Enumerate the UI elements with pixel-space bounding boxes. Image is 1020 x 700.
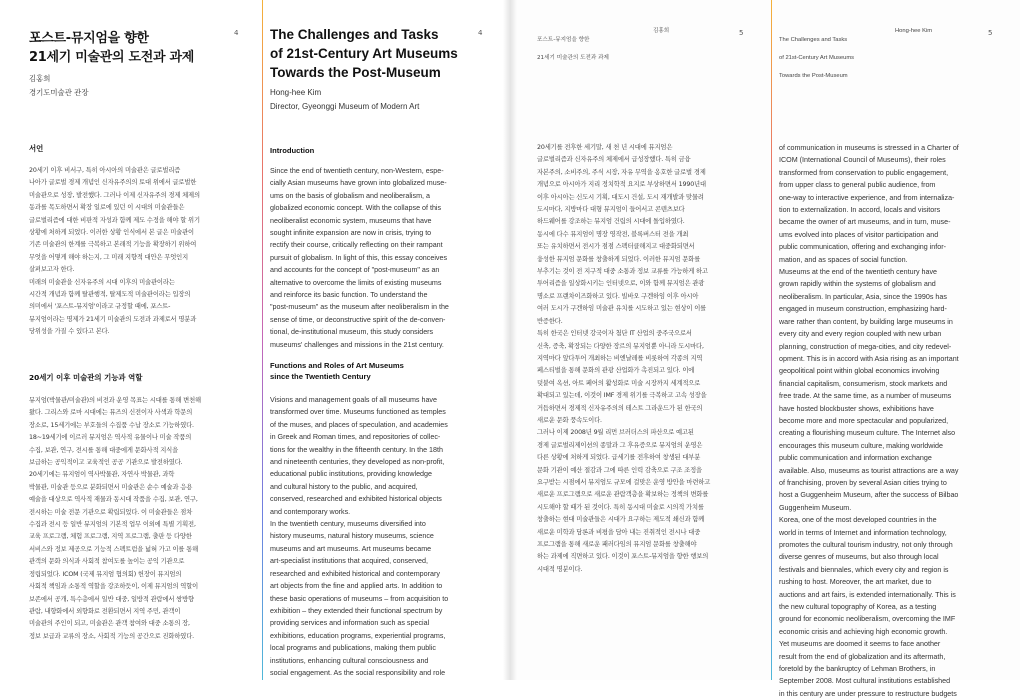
korean-running-header-line1: 포스트-뮤지엄을 향한 [537, 37, 590, 43]
korean-section-heading-intro: 서언 [29, 144, 44, 153]
english-functions-heading-line2: since the Twentieth Century [270, 372, 371, 381]
english-author-name: Hong-hee Kim [270, 88, 322, 97]
english-running-header-line2: of 21st-Century Art Museums [779, 55, 855, 61]
korean-section-heading-functions: 20세기 이후 미술관의 기능과 역할 [29, 373, 143, 382]
korean-author-name: 김홍희 [29, 74, 51, 83]
english-section-heading-intro: Introduction [270, 146, 315, 155]
english-running-author: Hong-hee Kim [895, 28, 933, 34]
korean-running-header [537, 27, 609, 72]
english-section-heading-functions [270, 360, 404, 382]
korean-author-role: 경기도미술관 관장 [29, 88, 89, 97]
english-title-line2: of 21st-Century Art Museums [270, 46, 458, 61]
english-title-line3: Towards the Post-Museum [270, 65, 441, 80]
english-column-divider [262, 0, 263, 680]
korean-running-header-line2: 21세기 미술관의 도전과 과제 [537, 55, 609, 61]
english-running-header [779, 27, 854, 90]
english-functions-body: Visions and management goals of all museums have transformed over time. Museums functioned as temples of the muses, and places of speculation, and academies in Greek and Roman times, and repositories of collec- tions for the wealthy in the fifteenth century. In the 18th and nineteenth centuries, they developed as non-profit, educational public institutions, providing knowledge and cultural history to the public, and acquired, conserved, researched and exhibited historical objects and contemporary works. In the twentieth century, museums diversified into history museums, natural history museums, science museums and art museums. Art museums became art-specialist institutions that acquired, conserved, researched and exhibited historical and contemporary art objects from the fine and applied arts. In addition to these basic operations of museums – from acquisition to exhibition – they extended their functional spectrum by providing services and information such as special exhibitions, education programs, experiential programs, local programs and publications, making them public institutions, enhancing cultural consciousness and social engagement. As the social responsibility and role [270, 396, 449, 677]
english-functions-heading-line1: Functions and Roles of Art Museums [270, 361, 404, 370]
korean-page-number-right: 5 [739, 29, 744, 37]
right-page [510, 0, 1020, 698]
english-author [270, 86, 419, 114]
english-title [270, 25, 458, 82]
korean-title [29, 29, 194, 67]
english-continued-body: of communication in museums is stressed in a Charter of ICOM (International Council of Museums), their roles transformed from conservation to public engagement, from upper class to general public audience, from one-way to interactive experience, and from internaliza- tion to externalization. In accord, locals and visitors became the owner of art museums, and in turn, muse- ums evolved into places of visitor participation and public communication, offering and exchanging infor- mation, and as spaces of social function. Museums at the end of the twentieth century have grown rapidly within the systems of globalism and neoliberalism. In particular, Asia, since the 1990s has engaged in museum construction, emphasizing hard- ware rather than content, by building large museums in every city and every region coupled with new urban planning, construction of mega-cities, and city redevel- opment. This is in accord with Asia rising as an important geopolitical point within global economics involving financial capitalism, consumerism, stock markets and free trade. At the same time, as a number of museums have hosted blockbuster shows, exhibitions have become more and more spectacular and popularized, creating a flourishing museum culture. The Internet also encourages this museum culture, making worldwide public communication and information exchange available. Also, museums as tourist attractions are a way of franchising, proven by several Asian cities trying to host a Guggenheim Museum, after the success of Bilbao Guggenheim Museum. Korea, one of the most developed countries in the world in terms of Internet and information technology, promotes the cultural tourism industry, not only through diverse genres of museums, but also through local festivals and biennales, which every city and region is rushing to host. Moreover, the art market, due to auctions and art fairs, is extended internationally. This is the new cultural topography of Korea, as a testing ground for economic neoliberalism, overcoming the IMF economic crisis and achieving high economic growth. Yet museums are doomed it seems to face another result from the end of globalization and its aftermath, foretold by the bankruptcy of Lehman Brothers, in September 2008. Most cultural institutions established in this century are under pressure to restructure budgets [779, 144, 959, 698]
english-page-number: 4 [478, 29, 483, 37]
english-running-header-line3: Towards the Post-Museum [779, 73, 848, 79]
korean-running-author: 김홍희 [653, 28, 670, 34]
left-page [0, 0, 510, 680]
english-running-header-line1: The Challenges and Tasks [779, 37, 848, 43]
korean-intro-body: 20세기 이후 비서구, 특히 아시아의 미술관은 글로벌리즘 나아가 글로벌 경제 개념인 신자유주의의 토대 위에서 글로벌한 미술관으로 성장, 발전했다. 그러나 이제 신자유주의 경제 체제의 동과를 목도하면서 확장 일로에 있던 이 시대의 미술관들은 글로벌리즘에 대한 비판적 자성과 함께 제도 수정을 해야 할 위기 상황에 처하게 되었다. 이러한 상황 인식에서 본 글은 미술관이 기존 미술관의 한계를 극복하고 본래적 기능을 확장하기 위하여 무엇을 어떻게 해야 하는지, 그 미래 지향적 대안은 무엇인지 살펴보고자 한다. 미래의 미술관을 신자유주의 시대 이후의 미술관이라는 시간적 개념과 함께 탈관행적, 탈제도적 미술관이라는 입장의 의미에서 '포스트-뮤지엄'이라고 규정할 때에, 포스트- 뮤지엄이라는 명제가 21세기 미술관의 도전과 과제로서 명분과 당위성을 가질 수 있다고 본다. [29, 167, 200, 336]
korean-author [29, 72, 88, 100]
korean-title-line2: 21세기 미술관의 도전과 과제 [29, 50, 195, 65]
english-title-line1: The Challenges and Tasks [270, 27, 439, 42]
english-page-number-right: 5 [988, 29, 993, 37]
korean-continued-body: 20세기를 전후한 세기말, 새 천 년 시대에 뮤지엄은 글로벌리즘과 신자유주의 체제에서 급성장했다. 특히 금융 자본주의, 소비주의, 주식 시장, 자유 무역을 옹호한 글로벌 경제 개념으로 아시아가 지리 정치학적 요지로 부상하면서 1990년대 이후 아시아는 신도시 기획, 대도시 건설, 도시 재개발과 맞물려 도시마다, 지방마다 대형 뮤지엄이 들어서고 콘텐츠보다 하드웨어를 강조하는 뮤지엄 건립의 시대에 돌입하였다. 동시에 다수 뮤지엄이 명장 영작전, 블록버스터 전을 개최 또는 유치하면서 전시가 점점 스펙터클해지고 대중화되면서 융성한 뮤지엄 문화를 창출하게 되었다. 이러한 뮤지엄 문화를 부추기는 것이 전 지구적 대중 소통과 정보 교류를 가능하게 하고 투어리즘을 일상화시키는 인터넷으로, 이와 함께 뮤지엄은 관광 명소로 프랜차이즈화하고 있다. 빌바오 구겐하임 이후 아시아 여러 도시가 구겐하임 미술관 유치를 시도하고 있는 현상이 이를 반증한다. 특히 한국은 인터넷 강국이자 첨단 IT 산업의 중주국으로서 신축, 증축, 확장되는 다양한 장르의 뮤지엄뿐 아니라 도시마다, 지역마다 앞다투어 개최하는 비엔날레를 비롯하여 각종의 지역 페스티벌을 통해 문화의 관광 산업화가 촉진되고 있다. 이에 덧붙여 옥션, 아트 페어의 활성화로 미술 시장까지 세계적으로 확대되고 있는데, 이것이 IMF 경제 위기를 극복하고 고속 성장을 거듭하면서 경제적 신자유주의의 테스트 그라운드가 된 한국의 새로운 문화 풍속도이다. 그러나 이제 2008년 9월 리먼 브러더스의 파산으로 예고된 경제 글로벌리제이션의 종말과 그 후유증으로 뮤지엄의 운영은 다른 상황에 처하게 되었다. 급세기를 전후하여 창생된 대부분 문화 기관이 예산 절감과 그에 따른 인력 감축으로 구조 조정을 요구받는 시점에서 뮤지엄도 규모에 걸맞은 운영 방안을 마련하고 새로운 프로그램으로 새로운 관람객층을 확보하는 정책의 변화를 시도해야 할 때가 된 것이다. 특히 동시대 미술로 시의적 가치를 창출하는 현대 미술관들은 시대가 요구하는 제도적 쇄신과 함께 새로운 미학과 담론과 비평을 담아 내는 진취적인 전시나 대중 프로그램을 통해 새로운 패러다임의 뮤지엄 문화를 창출해야 하는 과제에 직면하고 있다. 이것이 포스트-뮤지엄을 향한 행보의 시대적 명분이다. [537, 144, 711, 573]
english-author-role: Director, Gyeonggi Museum of Modern Art [270, 102, 420, 111]
korean-title-line1: 포스트-뮤지엄을 향한 [29, 31, 149, 46]
english-intro-body: Since the end of twentieth century, non-Western, espe- cially Asian museums have grown into globalized muse- ums on the basis of globalism and neoliberalism, a globalized economic concept. With the collapse of this neoliberalist economic system, museums that have sought infinite expansion are now in crisis, trying to rectify their course, critically reflecting on their rampant pursuit of globalism. In light of this, this essay conceives and accounts for the concept of "post-museum" as an alternative to overcome the limits of existing museums and reinforce its basic function. To understand the "post-museum" as the museum after neoliberalism in the sense of time, or deconstructive spirit of the de-conven- tional, de-institutional museum, this study considers museums' challenges and missions in the 21st century. [270, 167, 449, 349]
korean-page-number: 4 [234, 29, 239, 37]
english-column-divider-right [771, 0, 772, 680]
korean-functions-body: 뮤지엄(박물관/미술관)의 비전과 운영 목표는 시대를 통해 변천해 왔다. 그리스와 로마 시대에는 뮤즈의 신전이자 사색과 학문의 장소로, 15세기에는 부호들의 수집품 수납 장소로 기능하였다. 18~19세기에 이르러 뮤지엄은 역사적 유물이나 미술 작품의 수집, 보관, 연구, 전시를 통해 대중에게 문화사적 지식을 보급하는 공익적이고 교육적인 공공 기관으로 발전하였다. 20세기에는 뮤지엄이 역사박물관, 자연사 박물관, 과학 박물관, 미술관 등으로 분화되면서 미술관은 순수 예술과 응용 예술을 대상으로 역사적 재물과 동시대 작품을 수집, 보관, 연구, 전시하는 미술 전문 기관으로 확립되었다. 이 미술관들은 점차 수집과 전시 등 일반 뮤지엄의 기본적 업무 이외에 특별 기획전, 교육 프로그램, 체험 프로그램, 지역 프로그램, 출판 등 다양한 서비스와 정보 제공으로 기능적 스펙트럼을 넓혀 가고 이를 통해 관객의 문화 의식과 사회적 참여도를 높이는 공익 기관으로 정립되었다. ICOM (국제 뮤지엄 협의회) 헌장이 뮤지엄의 사회적 책임과 소통적 역할을 강조하듯이, 이제 뮤지엄의 역할이 보존에서 공개, 특수층에서 일반 대중, 일방적 관람에서 쌍방향 관람, 내향화에서 외향화로 전환되면서 지역 주민, 관객이 미술관의 주인이 되고, 미술관은 관객 참여와 대중 소통의 장, 정보 보급과 교류의 장소, 사회적 기능의 공간으로 진화하였다. [29, 397, 201, 640]
